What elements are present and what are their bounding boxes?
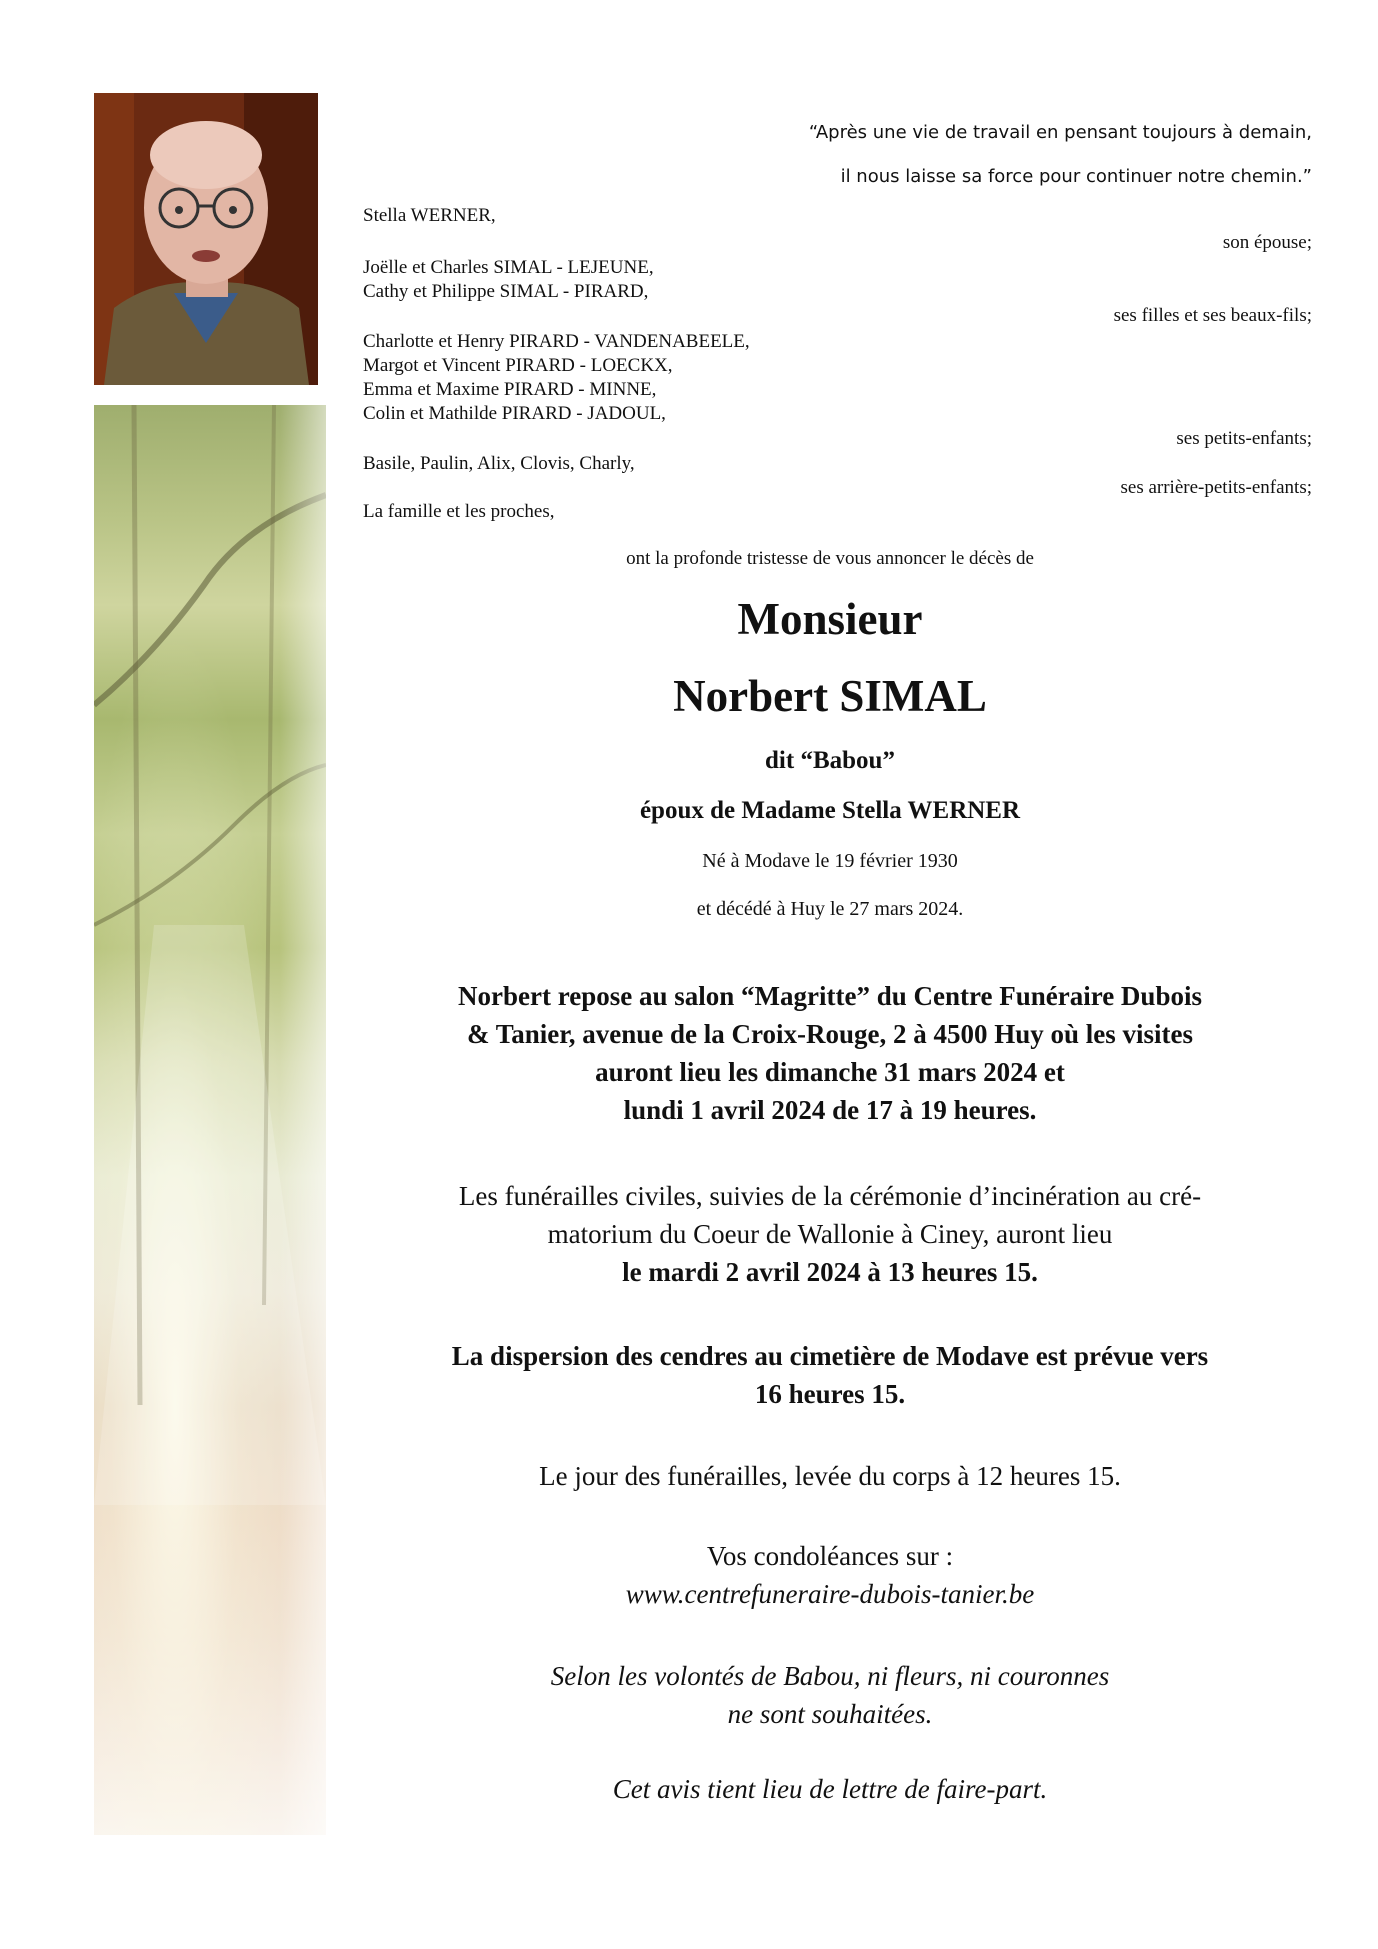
- funeral-line: matorium du Coeur de Wallonie à Ciney, auront lieu: [547, 1219, 1113, 1249]
- visitation-info: [350, 977, 1310, 1129]
- visitation-line: & Tanier, avenue de la Croix-Rouge, 2 à 4500 Huy où les visites: [466, 1019, 1194, 1049]
- family-child: Cathy et Philippe SIMAL - PIRARD,: [363, 281, 649, 302]
- visitation-line: Norbert repose au salon “Magritte” du Centre Funéraire Dubois: [458, 981, 1202, 1011]
- closing-note: Cet avis tient lieu de lettre de faire-part.: [612, 1774, 1048, 1804]
- portrait-photo: [94, 93, 318, 385]
- family-others: La famille et les proches,: [363, 501, 555, 522]
- family-grandchild: Margot et Vincent PIRARD - LOECKX,: [363, 355, 673, 376]
- family-child: Joëlle et Charles SIMAL - LEJEUNE,: [363, 257, 654, 278]
- deceased-name: Norbert SIMAL: [673, 671, 987, 721]
- dispersion-line: La dispersion des cendres au cimetière de Modave est prévue vers: [451, 1341, 1209, 1371]
- family-grandchild: Charlotte et Henry PIRARD - VANDENABEELE,: [363, 331, 750, 352]
- forest-decoration: [94, 405, 326, 1835]
- family-spouse: Stella WERNER,: [363, 205, 496, 226]
- quote-line-2: il nous laisse sa force pour continuer notre chemin.”: [840, 166, 1312, 187]
- quote-line-1: “Après une vie de travail en pensant toujours à demain,: [808, 122, 1312, 143]
- condolences-label: Vos condoléances sur :: [706, 1541, 954, 1571]
- relation-great-grandchildren: ses arrière-petits-enfants;: [1120, 477, 1312, 498]
- family-children: [363, 256, 654, 304]
- birth-info: Né à Modave le 19 février 1930: [702, 850, 958, 872]
- visitation-line: lundi 1 avril 2024 de 17 à 19 heures.: [623, 1095, 1037, 1125]
- announcement: ont la profonde tristesse de vous annoncer le décès de: [626, 548, 1034, 569]
- condolences: [350, 1537, 1310, 1613]
- funeral-info: [350, 1177, 1310, 1291]
- dispersion-line: 16 heures 15.: [754, 1379, 906, 1409]
- deceased-title: Monsieur: [737, 594, 923, 644]
- family-great-grandchildren: Basile, Paulin, Alix, Clovis, Charly,: [363, 453, 635, 474]
- dispersion-info: [350, 1337, 1310, 1413]
- visitation-line: auront lieu les dimanche 31 mars 2024 et: [595, 1057, 1065, 1087]
- relation-grandchildren: ses petits-enfants;: [1176, 428, 1312, 449]
- wishes: [350, 1657, 1310, 1733]
- funeral-date: le mardi 2 avril 2024 à 13 heures 15.: [622, 1257, 1038, 1287]
- funeral-line: Les funérailles civiles, suivies de la cérémonie d’incinération au cré-: [458, 1181, 1202, 1211]
- deceased-nickname: dit “Babou”: [765, 747, 895, 774]
- family-grandchild: Colin et Mathilde PIRARD - JADOUL,: [363, 403, 666, 424]
- family-grandchildren: [363, 330, 750, 426]
- death-info: et décédé à Huy le 27 mars 2024.: [696, 898, 964, 920]
- levee-info: Le jour des funérailles, levée du corps à 12 heures 15.: [539, 1461, 1121, 1491]
- wishes-line: ne sont souhaitées.: [727, 1699, 933, 1729]
- relation-spouse: son épouse;: [1222, 232, 1312, 253]
- wishes-line: Selon les volontés de Babou, ni fleurs, ni couronnes: [550, 1661, 1110, 1691]
- relation-children: ses filles et ses beaux-fils;: [1113, 305, 1312, 326]
- deceased-spouse: époux de Madame Stella WERNER: [639, 797, 1021, 824]
- family-grandchild: Emma et Maxime PIRARD - MINNE,: [363, 379, 657, 400]
- condolences-url[interactable]: www.centrefuneraire-dubois-tanier.be: [625, 1579, 1035, 1609]
